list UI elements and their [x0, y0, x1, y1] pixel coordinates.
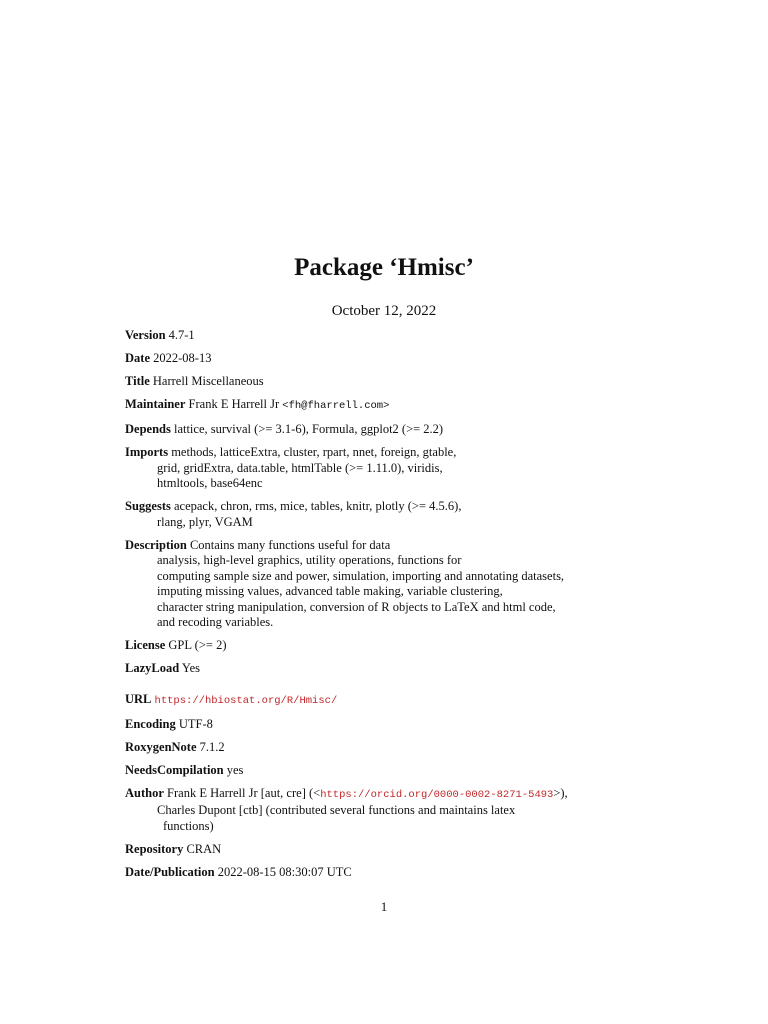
- url-link[interactable]: https://hbiostat.org/R/Hmisc/: [154, 694, 338, 707]
- field-label: Depends: [125, 422, 171, 436]
- field-encoding: [125, 717, 585, 733]
- field-datepublication: [125, 865, 585, 881]
- field-value: GPL (>= 2): [168, 638, 227, 652]
- field-value: CRAN: [186, 841, 222, 856]
- field-depends: [125, 422, 585, 438]
- field-label: URL: [125, 691, 152, 706]
- field-value: lattice, survival (>= 3.1-6), Formula, ggplot2 (>= 2.2): [173, 422, 444, 436]
- imports-line-3: htmltools, base64enc: [157, 476, 263, 490]
- field-label: RoxygenNote: [125, 739, 197, 754]
- description-line-4: imputing missing values, advanced table making, variable clustering,: [157, 584, 503, 598]
- field-label: License: [125, 638, 166, 652]
- field-repository: [125, 842, 585, 858]
- field-value: 4.7-1: [168, 328, 195, 342]
- field-license: [125, 638, 585, 654]
- field-label: Author: [125, 785, 164, 800]
- field-label: Encoding: [125, 716, 176, 731]
- field-label: NeedsCompilation: [125, 762, 224, 777]
- field-label: Date: [125, 351, 150, 365]
- package-title: Package ‘Hmisc’: [294, 254, 474, 281]
- document-date: October 12, 2022: [331, 303, 437, 319]
- field-label: Imports: [125, 445, 169, 459]
- field-value: 2022-08-13: [153, 351, 212, 365]
- field-description: [125, 538, 585, 631]
- field-url: [125, 692, 585, 710]
- field-author: [125, 786, 585, 835]
- suggests-line-1: Suggests acepack, chron, rms, mice, tables, knitr, plotly (>= 4.5.6),: [125, 499, 462, 513]
- field-date: [125, 351, 585, 367]
- field-value: Yes: [181, 661, 201, 675]
- field-label: Title: [125, 374, 150, 388]
- field-version: [125, 328, 585, 344]
- field-label: LazyLoad: [125, 661, 180, 675]
- imports-line-1: Imports methods, latticeExtra, cluster, rpart, nnet, foreign, gtable,: [125, 445, 457, 459]
- field-value: UTF-8: [178, 716, 213, 731]
- description-line-5: character string manipulation, conversion of R objects to LaTeX and html code,: [157, 599, 556, 614]
- field-label: Suggests: [125, 499, 171, 513]
- suggests-line-2: rlang, plyr, VGAM: [157, 514, 253, 529]
- author-line-2: Charles Dupont [ctb] (contributed several functions and maintains latex: [157, 803, 516, 817]
- imports-line-2: grid, gridExtra, data.table, htmlTable (>= 1.11.0), viridis,: [157, 460, 443, 475]
- maintainer-name: Frank E Harrell Jr: [188, 397, 280, 411]
- description-line-3: computing sample size and power, simulation, importing and annotating datasets,: [157, 568, 565, 583]
- field-roxygennote: [125, 740, 585, 756]
- field-imports: [125, 445, 585, 492]
- page-number: 1: [380, 899, 388, 914]
- field-title: [125, 374, 585, 390]
- field-value: yes: [226, 762, 244, 777]
- field-value: 7.1.2: [199, 739, 225, 754]
- field-label: Description: [125, 537, 187, 552]
- orcid-link[interactable]: https://orcid.org/0000-0002-8271-5493: [320, 788, 554, 801]
- field-label: Repository: [125, 841, 184, 856]
- field-suggests: [125, 499, 585, 530]
- description-line-1: Description Contains many functions useful for data: [125, 537, 391, 552]
- field-needscompilation: [125, 763, 585, 779]
- field-lazyload: [125, 661, 585, 677]
- field-maintainer: [125, 397, 585, 415]
- field-label: Maintainer: [125, 397, 186, 411]
- field-value: Harrell Miscellaneous: [152, 374, 264, 388]
- field-value: 2022-08-15 08:30:07 UTC: [217, 864, 352, 879]
- package-fields: [125, 328, 585, 888]
- author-line-3: functions): [163, 818, 214, 833]
- author-line-1: Author Frank E Harrell Jr [aut, cre] (<https://orcid.org/0000-0002-8271-5493>),: [125, 785, 568, 801]
- maintainer-email[interactable]: <fh@fharrell.com>: [282, 400, 390, 412]
- description-line-2: analysis, high-level graphics, utility operations, functions for: [157, 553, 462, 567]
- description-line-6: and recoding variables.: [157, 615, 274, 629]
- field-label: Version: [125, 328, 166, 342]
- field-label: Date/Publication: [125, 864, 215, 879]
